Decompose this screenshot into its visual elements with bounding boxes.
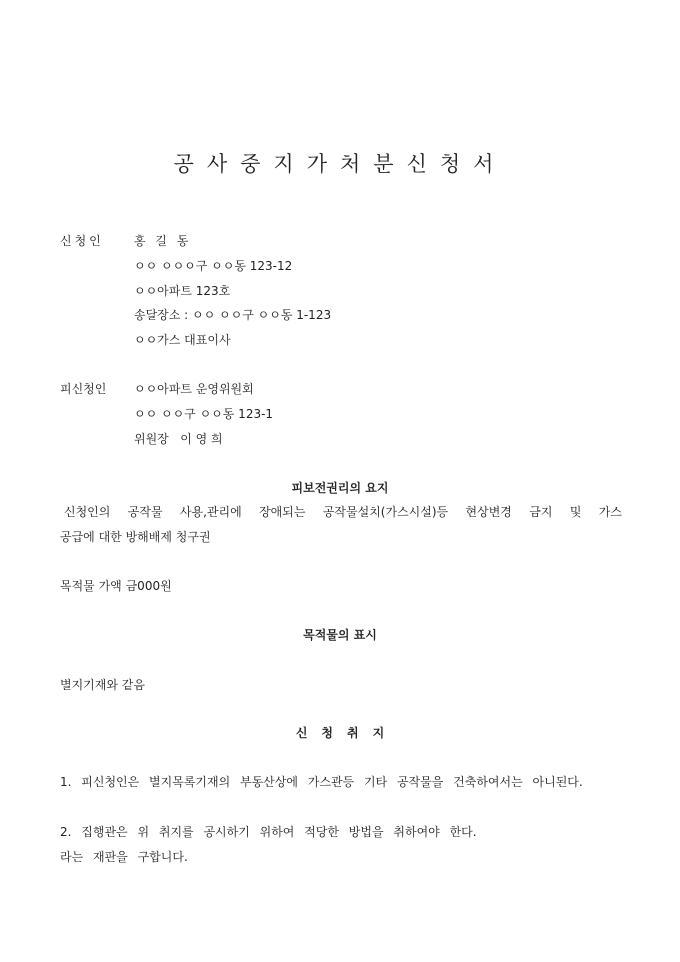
applicant-address-detail: ㅇㅇ아파트 123호 <box>134 284 231 298</box>
rights-text-line2: 공급에 대한 방해배제 청구권 <box>60 530 211 544</box>
purpose-item-1: 1. 피신청인은 별지목록기재의 부동산상에 가스관등 기타 공작물을 건축하여서는 아니된다. <box>60 775 583 789</box>
respondent-address: ㅇㅇ ㅇㅇ구 ㅇㅇ동 123-1 <box>134 407 274 421</box>
closing-text: 라는 재판을 구합니다. <box>60 850 188 864</box>
respondent-label: 피신청인 <box>60 382 107 396</box>
object-value: 목적물 가액 금000원 <box>60 579 172 593</box>
purpose-heading: 신청취지 <box>295 726 399 740</box>
object-text: 별지기재와 같음 <box>60 678 145 692</box>
applicant-company: ㅇㅇ가스 대표이사 <box>134 333 231 347</box>
rights-heading: 피보전권리의 요지 <box>291 481 389 495</box>
purpose-item-2: 2. 집행관은 위 취지를 공시하기 위하여 적당한 방법을 취하여야 한다. <box>60 825 477 839</box>
respondent-name: ㅇㅇ아파트 운영위원회 <box>134 382 254 396</box>
rights-text-line1: 신청인의 공작물 사용,관리에 장애되는 공작물설치(가스시설)등 현상변경 금지 및 가스 <box>64 505 622 519</box>
applicant-delivery-address: 송달장소 : ㅇㅇ ㅇㅇ구 ㅇㅇ동 1-123 <box>134 308 332 322</box>
applicant-name: 홍 길 동 <box>134 234 192 248</box>
applicant-label: 신청인 <box>60 234 104 248</box>
object-heading: 목적물의 표시 <box>303 628 377 642</box>
document-title: 공사중지가처분신청서 <box>173 152 507 176</box>
respondent-chair: 위원장 이 영 희 <box>134 432 223 446</box>
applicant-address: ㅇㅇ ㅇㅇㅇ구 ㅇㅇ동 123-12 <box>134 259 293 273</box>
